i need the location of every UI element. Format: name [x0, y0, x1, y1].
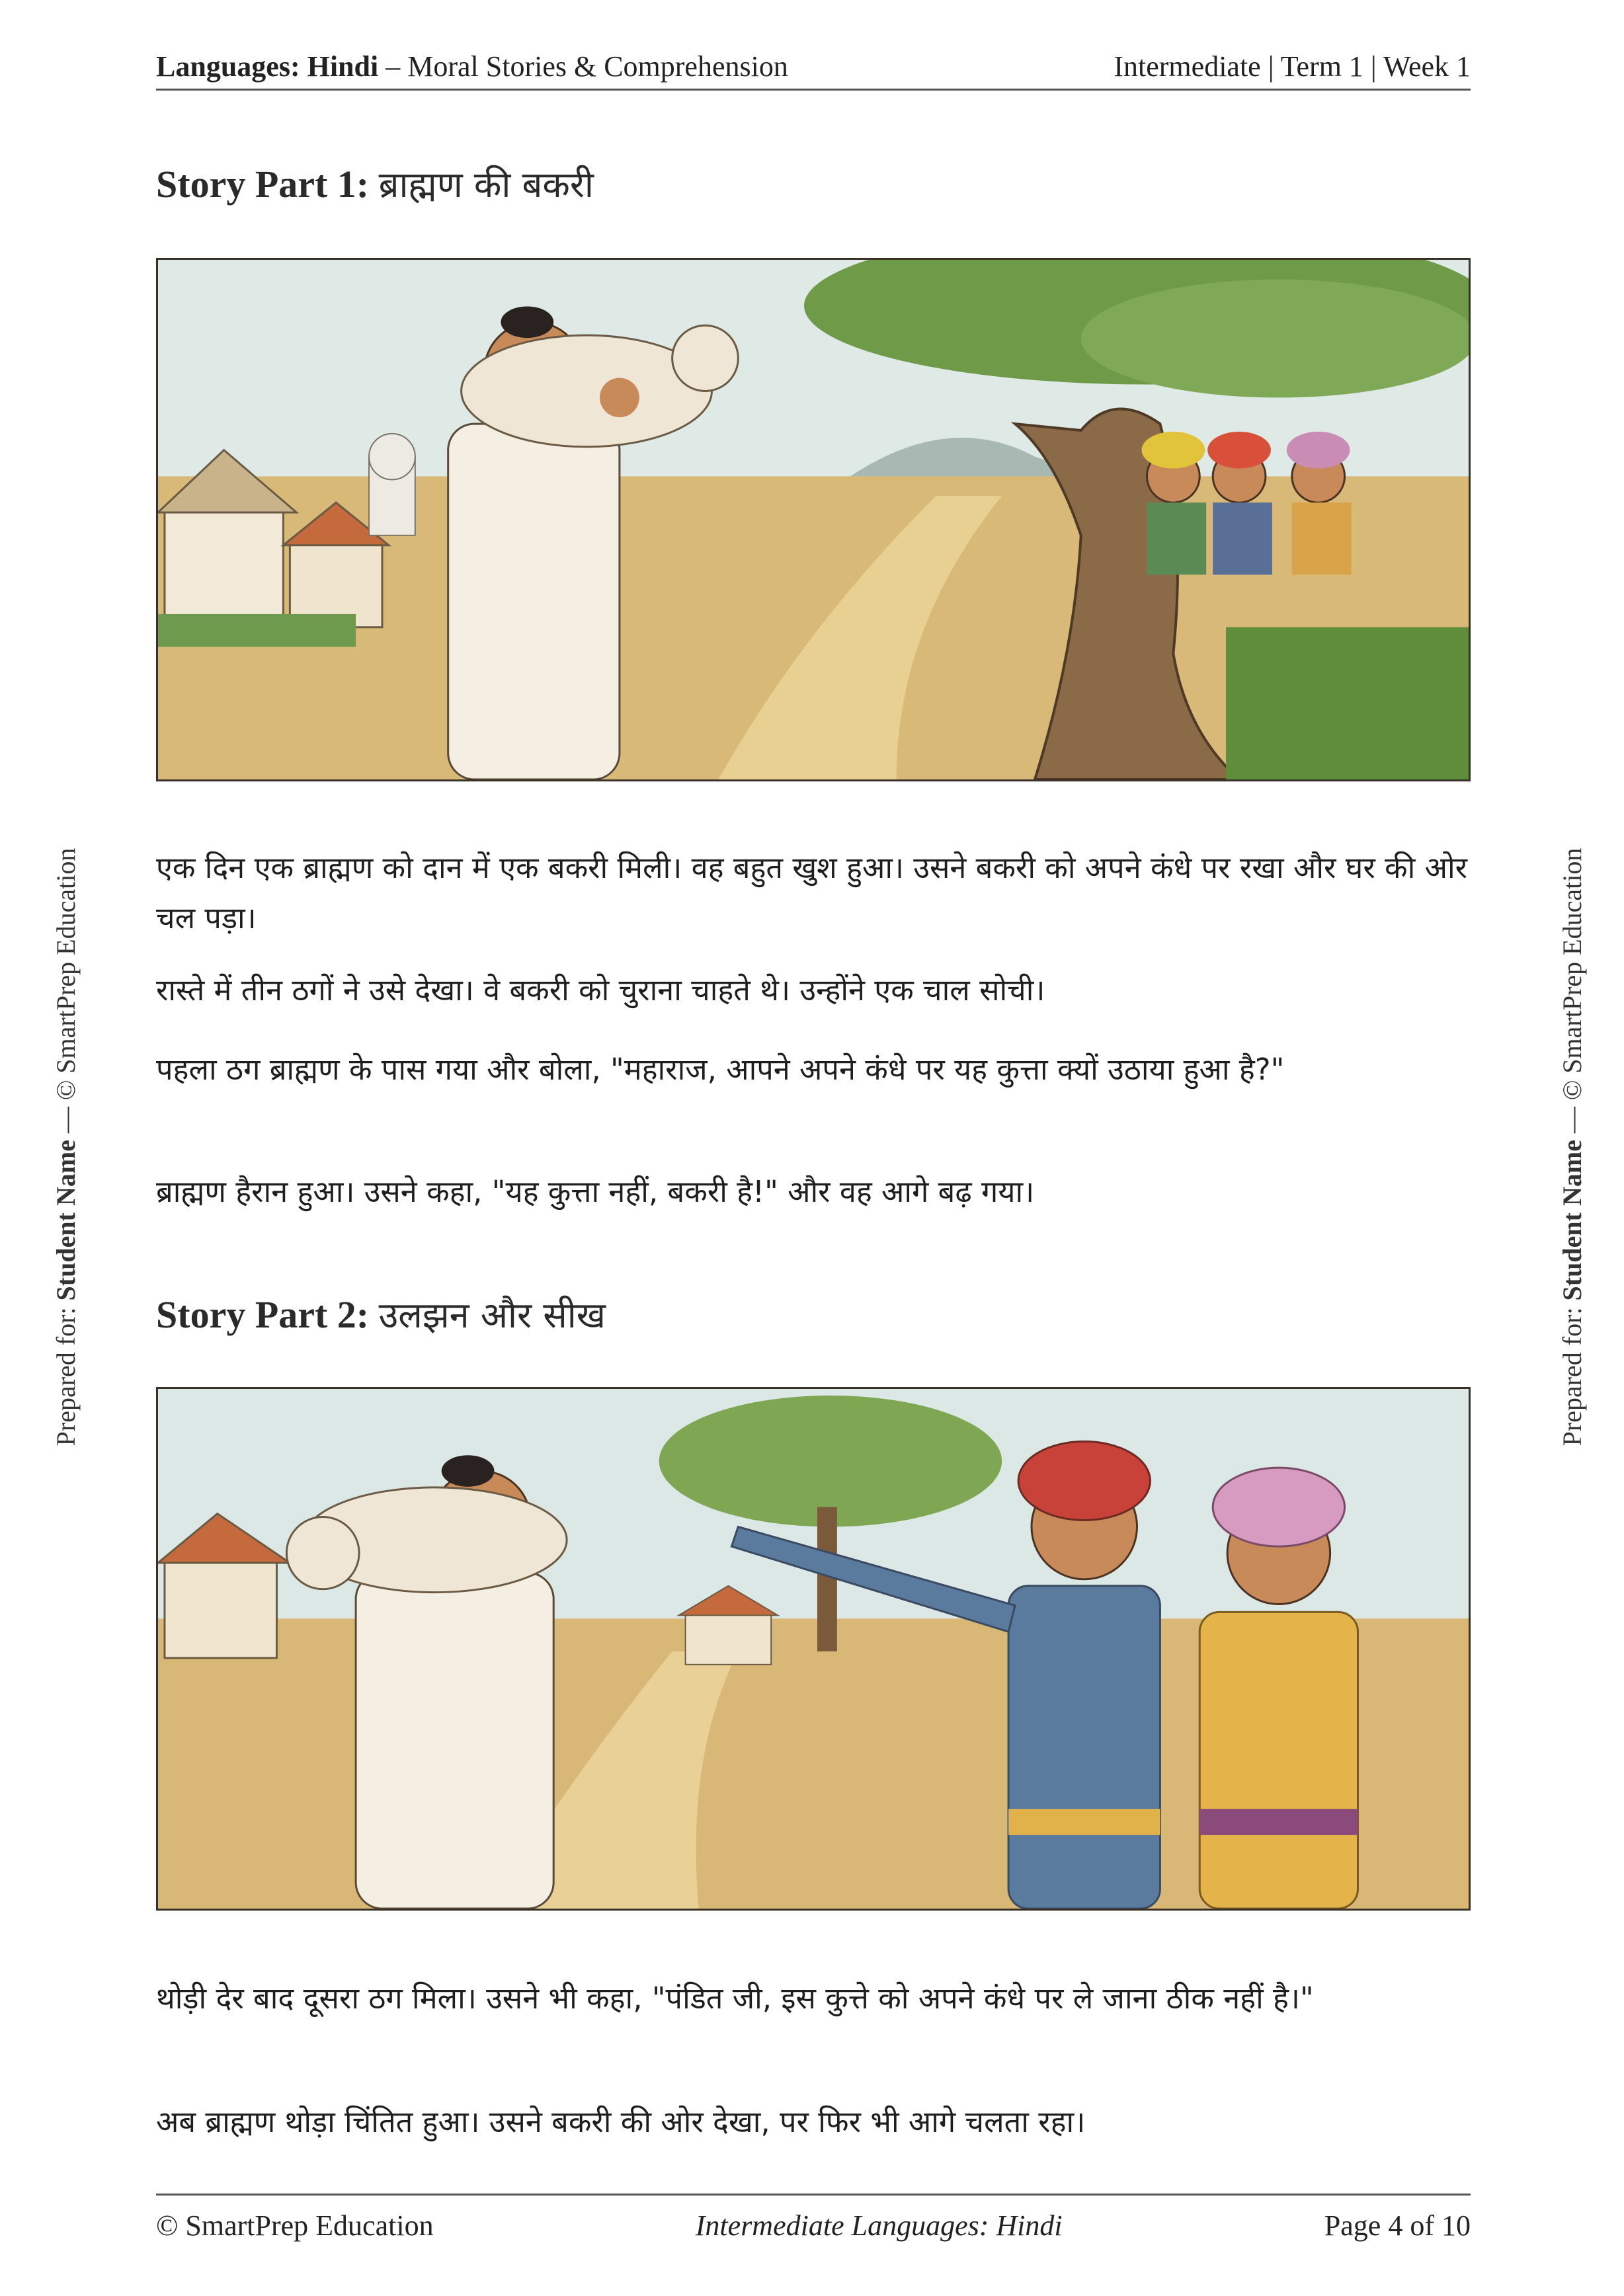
page-header — [156, 44, 1471, 91]
side-margin-right: Prepared for: Student Name — © SmartPrep Education — [1557, 848, 1587, 1446]
paragraph: अब ब्राह्मण थोड़ा चिंतित हुआ। उसने बकरी की ओर देखा, पर फिर भी आगे चलता रहा। — [156, 2104, 1086, 2139]
section-title-part-1: Story Part 1: ब्राह्मण की बकरी — [156, 163, 594, 206]
paragraph: पहला ठग ब्राह्मण के पास गया और बोला, "महाराज, आपने अपने कंधे पर यह कुत्ता क्यों उठाया हुआ है?" — [156, 1052, 1285, 1087]
side-margin-left: Prepared for: Student Name — © SmartPrep Education — [51, 848, 81, 1446]
header-subject: Languages: Hindi – Moral Stories & Comprehension — [156, 50, 788, 83]
footer-copyright: © SmartPrep Education — [156, 2209, 434, 2242]
paragraph: रास्ते में तीन ठगों ने उसे देखा। वे बकरी को चुराना चाहते थे। उन्होंने एक चाल सोची। — [156, 972, 1045, 1008]
paragraph: ब्राह्मण हैरान हुआ। उसने कहा, "यह कुत्ता नहीं, बकरी है!" और वह आगे बढ़ गया। — [156, 1174, 1035, 1209]
page-footer — [156, 2194, 1471, 2255]
page-number: Page 4 of 10 — [1324, 2209, 1471, 2242]
paragraph: एक दिन एक ब्राह्मण को दान में एक बकरी मिली। वह बहुत खुश हुआ। उसने बकरी को अपने कंधे पर रखा और घर की ओर चल पड़ा। — [156, 850, 1468, 935]
section-title-part-2: Story Part 2: उलझन और सीख — [156, 1293, 606, 1336]
story-illustration-2 — [156, 1387, 1471, 1911]
story-illustration-1 — [156, 258, 1471, 781]
header-level: Intermediate | Term 1 | Week 1 — [1114, 50, 1471, 83]
footer-course: Intermediate Languages: Hindi — [695, 2209, 1063, 2242]
paragraph: थोड़ी देर बाद दूसरा ठग मिला। उसने भी कहा, "पंडित जी, इस कुत्ते को अपने कंधे पर ले जाना ठीक नहीं है।" — [156, 1981, 1314, 2016]
